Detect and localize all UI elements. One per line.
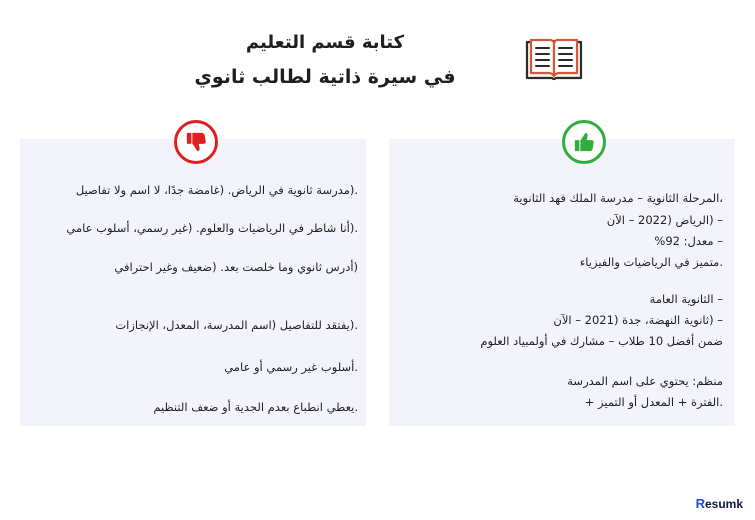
bad-line-1: .(مدرسة ثانوية في الرياض. (غامضة جدًا، لا اسم ولا تفاصيل	[75, 183, 358, 197]
good-line-8: منظم: يحتوي على اسم المدرسة	[567, 374, 723, 388]
open-book-icon	[523, 36, 585, 82]
bad-line-2: .(أنا شاطر في الرياضيات والعلوم. (غير رسمي، أسلوب عامي	[66, 221, 358, 235]
good-example-panel	[389, 139, 735, 426]
good-line-6: – (ثانوية النهضة، جدة (2021 – الآن	[553, 313, 723, 327]
thumbs-down-icon	[185, 131, 207, 153]
good-line-1: ،المرحلة الثانوية – مدرسة الملك فهد الثانوية	[513, 191, 723, 205]
bad-line-3: (أدرس ثانوي وما خلصت بعد. (ضعيف وغير احترافي	[114, 260, 358, 274]
good-line-9: .الفترة + المعدل أو التميز +	[584, 395, 723, 409]
bad-line-6: .يعطي انطباع بعدم الجدية أو ضعف التنظيم	[153, 400, 358, 414]
good-line-2: – (الرياض (2022 – الآن	[606, 213, 723, 227]
good-line-4: .متميز في الرياضيات والفيزياء	[579, 255, 723, 269]
good-line-5: – الثانوية العامة	[649, 292, 723, 306]
thumbs-up-icon	[573, 131, 595, 153]
good-line-3: – معدل: 92%	[654, 234, 723, 248]
good-line-7: ضمن أفضل 10 طلاب – مشارك في أولمبياد العلوم	[480, 334, 723, 348]
logo-text: esumk	[704, 496, 743, 511]
title-line-1: كتابة قسم التعليم	[245, 32, 405, 53]
logo-mark: R	[695, 496, 705, 511]
title-block	[150, 26, 500, 94]
bad-line-4: .(يفتقد للتفاصيل (اسم المدرسة، المعدل، الإنجازات	[115, 318, 358, 332]
resumk-logo	[696, 496, 743, 511]
thumbs-up-badge	[562, 120, 606, 164]
title-line-2: في سيرة ذاتية لطالب ثانوي	[194, 66, 456, 88]
bad-example-panel	[20, 139, 366, 426]
thumbs-down-badge	[174, 120, 218, 164]
bad-line-5: .أسلوب غير رسمي أو عامي	[224, 360, 358, 374]
